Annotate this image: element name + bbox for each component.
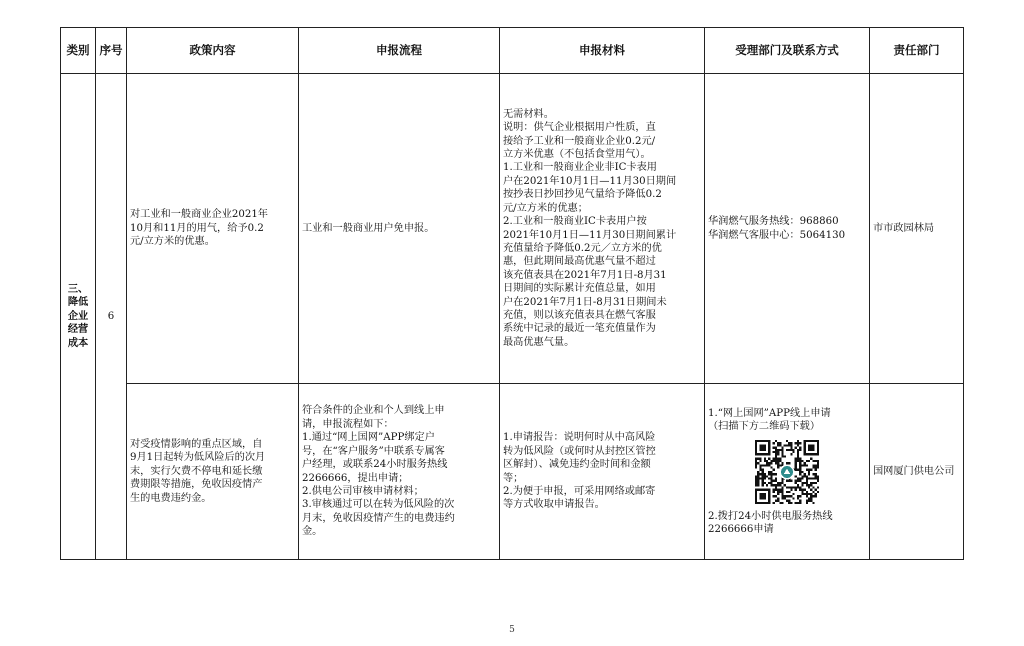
header-category: 类别: [61, 28, 96, 74]
text-line: 号，在“客户服务”中联系专属客: [302, 445, 445, 457]
header-materials: 申报材料: [500, 28, 705, 74]
text-line: 3.审核通过可以在转为低风险的次: [302, 499, 455, 511]
text-line: 2266666申请: [708, 523, 774, 535]
text-line: 末，实行欠费不停电和延长缴: [130, 465, 263, 477]
dept-contact-cell: [705, 384, 870, 560]
process-cell: [299, 74, 500, 384]
text-line: 该充值表具在2021年7月1日-8月31: [503, 269, 667, 281]
text-line: 2.为便于申报，可采用网络或邮寄: [503, 485, 656, 497]
text-line: 日期间的实际累计充值总量，如用: [503, 283, 656, 295]
header-seq: 序号: [96, 28, 127, 74]
text-line: 惠，但此期间最高优惠气量不超过: [503, 256, 656, 268]
content-cell: [127, 74, 299, 384]
text-line: 10月和11月的用气，给予0.2: [130, 222, 264, 234]
text-line: 立方米优惠（不包括食堂用气）。: [503, 149, 651, 161]
header-dept-contact: 受理部门及联系方式: [705, 28, 870, 74]
dept-contact-cell: [705, 74, 870, 384]
category-line: 成本: [67, 337, 89, 349]
text-line: 华润燃气服务热线：968860: [708, 216, 839, 228]
text-line: 1.工业和一般商业企业非IC卡表用: [503, 162, 657, 174]
materials-cell: [500, 74, 705, 384]
text-line: 1.通过“网上国网”APP绑定户: [302, 432, 435, 444]
page-number: 5: [509, 625, 515, 635]
category-cell: [61, 74, 96, 560]
text-line: （扫描下方二维码下载）: [708, 421, 821, 433]
responsible-cell: 国网厦门供电公司: [870, 384, 964, 560]
text-line: 系统中记录的最近一笔充值量作为: [503, 323, 656, 335]
header-content: 政策内容: [127, 28, 299, 74]
responsible-cell: 市市政园林局: [870, 74, 964, 384]
text-line: 充值量给予降低0.2元／立方米的优: [503, 242, 662, 254]
text-line: 生的电费违约金。: [130, 492, 212, 504]
table-row: [61, 384, 964, 560]
category-line: 企业: [67, 310, 89, 322]
text-line: 2.拨打24小时供电服务热线: [708, 510, 833, 522]
text-line: 金。: [302, 526, 323, 538]
text-line: 户在2021年7月1日-8月31日期间未: [503, 296, 667, 308]
seq-cell: 6: [96, 74, 127, 560]
text-line: 充值，则以该充值表具在燃气客服: [503, 309, 656, 321]
category-line: 经营: [67, 324, 89, 336]
text-line: 接给予工业和一般商业企业0.2元/: [503, 135, 656, 147]
category-line: 三、: [67, 283, 89, 295]
text-line: 符合条件的企业和个人到线上申: [302, 405, 445, 417]
text-line: 户经理，或联系24小时服务热线: [302, 459, 448, 471]
text-line: 转为低风险（或何时从封控区管控: [503, 445, 656, 457]
header-process: 申报流程: [299, 28, 500, 74]
content-cell: [127, 384, 299, 560]
qr-code-icon: [755, 440, 819, 504]
category-line: 降低: [67, 297, 89, 309]
text-line: 等；: [503, 472, 524, 484]
text-line: 区解封）、减免违约金时间和金额: [503, 459, 651, 471]
text-line: 无需材料。: [503, 108, 554, 120]
table-row: [61, 74, 964, 384]
text-line: 费期限等措施，免收因疫情产: [130, 479, 263, 491]
text-line: 2.供电公司审核申请材料；: [302, 485, 424, 497]
text-line: 9月1日起转为低风险后的次月: [130, 452, 266, 464]
text-line: 2.工业和一般商业IC卡表用户按: [503, 216, 647, 228]
text-line: 户在2021年10月1日—11月30日期间: [503, 175, 677, 187]
text-line: 说明：供气企业根据用户性质，直: [503, 122, 656, 134]
text-line: 2021年10月1日—11月30日期间累计: [503, 229, 677, 241]
text-line: 对受疫情影响的重点区域，自: [130, 438, 263, 450]
text-line: 元/立方米的优惠。: [130, 236, 215, 248]
header-responsible: 责任部门: [870, 28, 964, 74]
text-line: 按抄表日抄回抄见气量给予降低0.2: [503, 189, 662, 201]
text-line: 请，申报流程如下：: [302, 418, 394, 430]
text-line: 等方式收取申请报告。: [503, 499, 605, 511]
text-line: 工业和一般商业用户免申报。: [302, 222, 435, 234]
header-row: [61, 28, 964, 74]
policy-table: [60, 27, 964, 560]
text-line: 月末，免收因疫情产生的电费违约: [302, 512, 455, 524]
text-line: 1.“网上国网”APP线上申请: [708, 407, 831, 419]
text-line: 2266666，提出申请；: [302, 472, 409, 484]
process-cell: [299, 384, 500, 560]
text-line: 1.申请报告：说明何时从中高风险: [503, 432, 656, 444]
text-line: 华润燃气客服中心：5064130: [708, 229, 846, 241]
text-line: 元/立方米的优惠；: [503, 202, 588, 214]
text-line: 对工业和一般商业企业2021年: [130, 209, 268, 221]
materials-cell: [500, 384, 705, 560]
text-line: 最高优惠气量。: [503, 336, 575, 348]
